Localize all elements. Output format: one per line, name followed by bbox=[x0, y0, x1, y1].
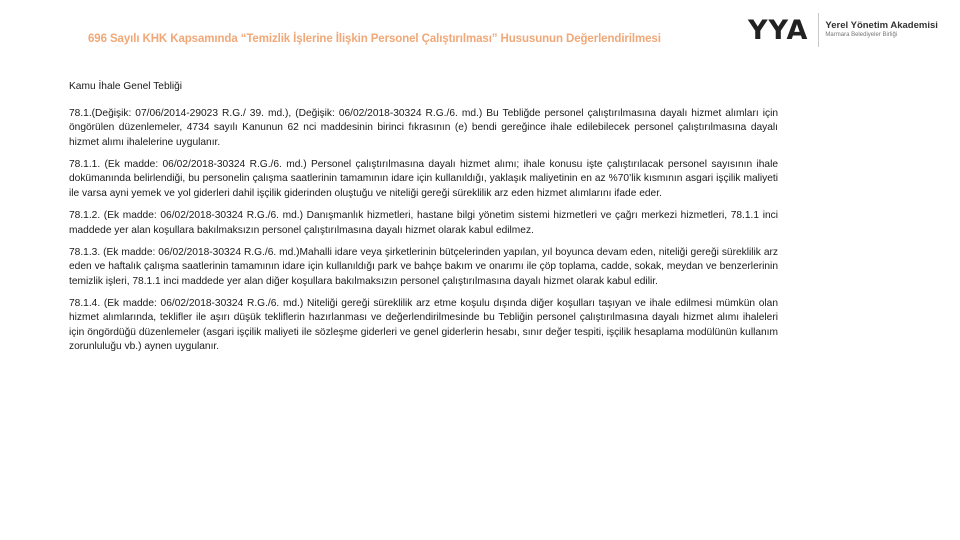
logo-organization: Marmara Belediyeler Birliği bbox=[825, 31, 898, 38]
logo-divider bbox=[818, 13, 819, 47]
logo-mark: YYA bbox=[748, 14, 809, 46]
paragraph-78-1-1: 78.1.1. (Ek madde: 06/02/2018-30324 R.G./6. md.) Personel çalıştırılmasına dayalı hizmet alımı; ihale konusu işte çalıştırılacak personel sayısının ihale dokümanında belirlendiği, bu personelin çalışma saatlerinin tamamının idare için kullanıldığı, yaklaşık maliyetinin en az %70’lik kısmının asgari işçilik maliyeti ile varsa ayni yemek ve yol giderleri dahil işçilik giderinden oluştuğu ve niteliği gereği süreklilik arz eden hizmet alımlarını ifade eder. bbox=[69, 158, 778, 199]
logo-text bbox=[825, 20, 937, 39]
paragraph-78-1-4: 78.1.4. (Ek madde: 06/02/2018-30324 R.G./6. md.) Niteliği gereği süreklilik arz etme koşulu dışında diğer koşulları taşıyan ve ihale edilmesi mümkün olan hizmet alımlarında, teklifler ile aşırı düşük tekliflerin hazırlanması ve değerlendirilmesinde bu Tebliğin personel çalıştırılmasına dayalı hizmet alımı ihaleleri için öngördüğü düzenlemeler (asgari işçilik maliyeti ile sözleşme giderleri ve genel giderlerin hesabı, sınır değer tespiti, işçilik hesaplama modülünün kullanım zorunluluğu vb.) aynen uygulanır. bbox=[69, 297, 778, 353]
document-body bbox=[69, 80, 778, 362]
paragraph-78-1-2: 78.1.2. (Ek madde: 06/02/2018-30324 R.G./6. md.) Danışmanlık hizmetleri, hastane bilgi yönetim sistemi hizmetleri ve çağrı merkezi hizmetleri, 78.1.1 inci maddede yer alan koşullara bakılmaksızın personel çalıştırılmasına dayalı hizmet olarak kabul edilmez. bbox=[69, 209, 778, 236]
slide-title: 696 Sayılı KHK Kapsamında “Temizlik İşlerine İlişkin Personel Çalıştırılması” Hususunun Değerlendirilmesi bbox=[88, 33, 661, 45]
logo-name: Yerel Yönetim Akademisi bbox=[825, 20, 938, 32]
paragraph-78-1-3: 78.1.3. (Ek madde: 06/02/2018-30324 R.G./6. md.)Mahalli idare veya şirketlerinin bütçelerinden yapılan, yıl boyunca devam eden, niteliği gereği süreklilik arz eden ve haftalık çalışma saatlerinin tamamının idare için kullanıldığı park ve bahçe bakım ve onarımı ile çöp toplama, cadde, sokak, meydan ve benzerlerinin temizlik işleri, 78.1.1 inci maddede yer alan diğer koşullara bakılmaksızın personel çalıştırılmasına dayalı hizmet olarak kabul edilir. bbox=[69, 246, 778, 287]
organization-logo bbox=[748, 12, 938, 48]
section-heading: Kamu İhale Genel Tebliği bbox=[69, 81, 183, 92]
paragraph-78-1: 78.1.(Değişik: 07/06/2014-29023 R.G./ 39. md.), (Değişik: 06/02/2018-30324 R.G./6. md.) Bu Tebliğde personel çalıştırılmasına dayalı hizmet alımları için öngörülen düzenlemeler, 4734 sayılı Kanunun 62 nci maddesinin birinci fıkrasının (e) bendi gereğince ihale edilebilecek personel çalıştırılmasına dayalı hizmet alımı ihalelerine uygulanır. bbox=[69, 107, 778, 148]
